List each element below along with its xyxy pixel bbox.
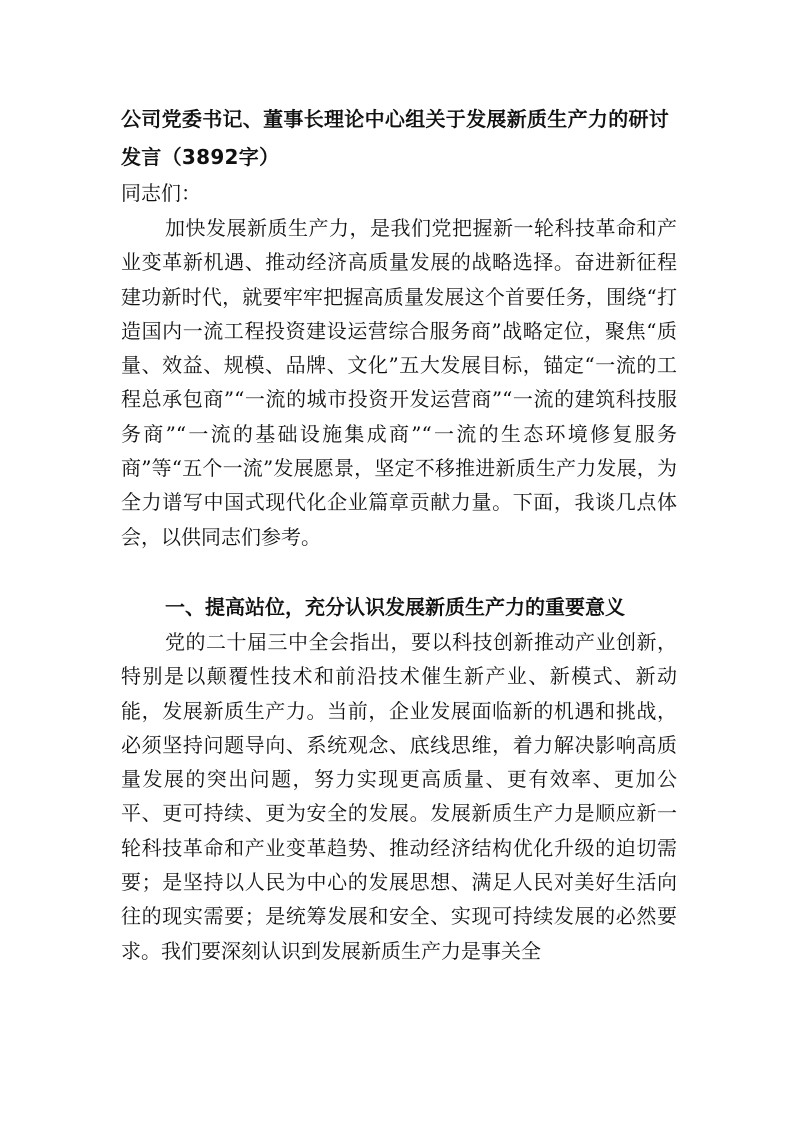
document-title: 公司党委书记、董事长理论中心组关于发展新质生产力的研讨发言（3892字） [121, 107, 670, 169]
paragraph-intro: 加快发展新质生产力，是我们党把握新一轮科技革命和产业变革新机遇、推动经济高质量发展的战略选择。奋进新征程建功新时代，就要牢牢把握高质量发展这个首要任务，围绕“打造国内一流工程投资建设运营综合服务商”战略定位，聚焦“质量、效益、规模、品牌、文化”五大发展目标，锚定“一流的工程总承包商”“一流的城市投资开发运营商”“一流的建筑科技服务商”“一流的基础设施集成商”“一流的生态环境修复服务商”等“五个一流”发展愿景，坚定不移推进新质生产力发展，为全力谱写中国式现代化企业篇章贡献力量。下面，我谈几点体会，以供同志们参考。 [121, 216, 677, 549]
paragraph-section-one: 党的二十届三中全会指出，要以科技创新推动产业创新，特别是以颠覆性技术和前沿技术催生新产业、新模式、新动能，发展新质生产力。当前，企业发展面临新的机遇和挑战，必须坚持问题导向、系统观念、底线思维，着力解决影响高质量发展的突出问题，努力实现更高质量、更有效率、更加公平、更可持续、更为安全的发展。发展新质生产力是顺应新一轮科技革命和产业变革趋势、推动经济结构优化升级的迫切需要；是坚持以人民为中心的发展思想、满足人民对美好生活向往的现实需要；是统筹发展和安全、实现可持续发展的必然要求。我们要深刻认识到发展新质生产力是事关全 [121, 630, 677, 963]
greeting: 同志们： [121, 181, 201, 205]
section-heading: 一、提高站位，充分认识发展新质生产力的重要意义 [165, 595, 625, 619]
